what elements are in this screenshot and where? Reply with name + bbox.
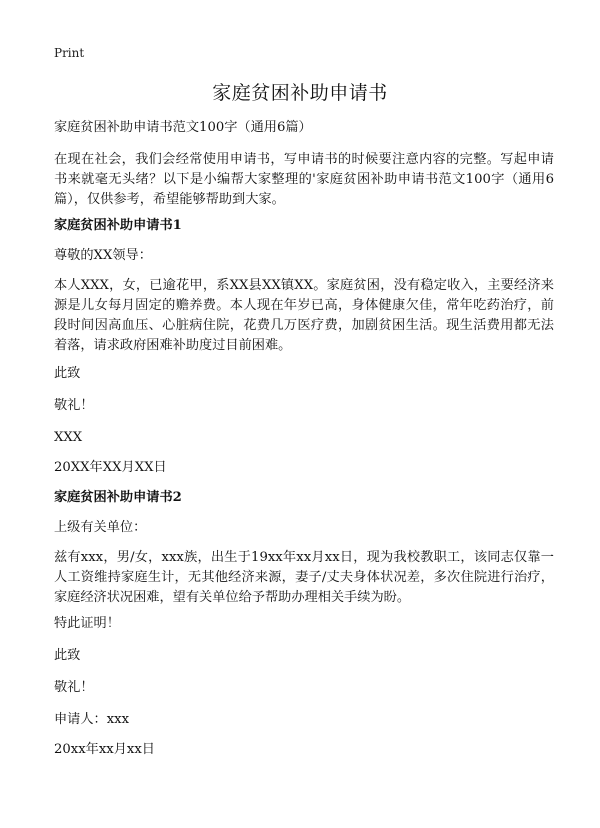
section-2-closing-1: 此致 [54, 648, 81, 663]
print-link[interactable]: Print [54, 46, 85, 60]
section-2-heading: 家庭贫困补助申请书2 [54, 490, 182, 505]
document-subtitle: 家庭贫困补助申请书范文100字（通用6篇） [54, 120, 312, 135]
section-1-heading: 家庭贫困补助申请书1 [54, 218, 182, 233]
section-1-body: 本人XXX，女，已逾花甲，系XX县XX镇XX。家庭贫困，没有稳定收入，主要经济来源是儿女每月固定的赡养费。本人现在年岁已高，身体健康欠佳，常年吃药治疗，前段时间因高血压、心脏病住院，花费几万医疗费，加剧贫困生活。现生活费用都无法着落，请求政府困难补助度过目前困难。 [54, 278, 554, 353]
section-1-closing-1: 此致 [54, 366, 81, 381]
section-2-certify: 特此证明！ [54, 616, 120, 631]
section-1-date: 20XX年XX月XX日 [54, 460, 167, 475]
page-title: 家庭贫困补助申请书 [212, 82, 388, 104]
section-2-salutation: 上级有关单位： [54, 520, 147, 535]
section-2-closing-2: 敬礼！ [54, 680, 94, 695]
section-2-date: 20xx年xx月xx日 [54, 742, 155, 757]
section-1-salutation: 尊敬的XX领导： [54, 248, 152, 263]
section-2-signature: 申请人：xxx [54, 712, 130, 727]
section-1-signature: XXX [54, 430, 83, 445]
intro-paragraph: 在现在社会，我们会经常使用申请书，写申请书的时候要注意内容的完整。写起申请书来就毫无头绪？以下是小编帮大家整理的'家庭贫困补助申请书范文100字（通用6篇），仅供参考，希望能够帮助到大家。 [54, 152, 554, 207]
section-1-closing-2: 敬礼！ [54, 398, 94, 413]
section-2-body: 兹有xxx，男/女，xxx族，出生于19xx年xx月xx日，现为我校教职工，该同志仅靠一人工资维持家庭生计，无其他经济来源，妻子/丈夫身体状况差，多次住院进行治疗，家庭经济状况困难，望有关单位给予帮助办理相关手续为盼。 [54, 550, 554, 605]
